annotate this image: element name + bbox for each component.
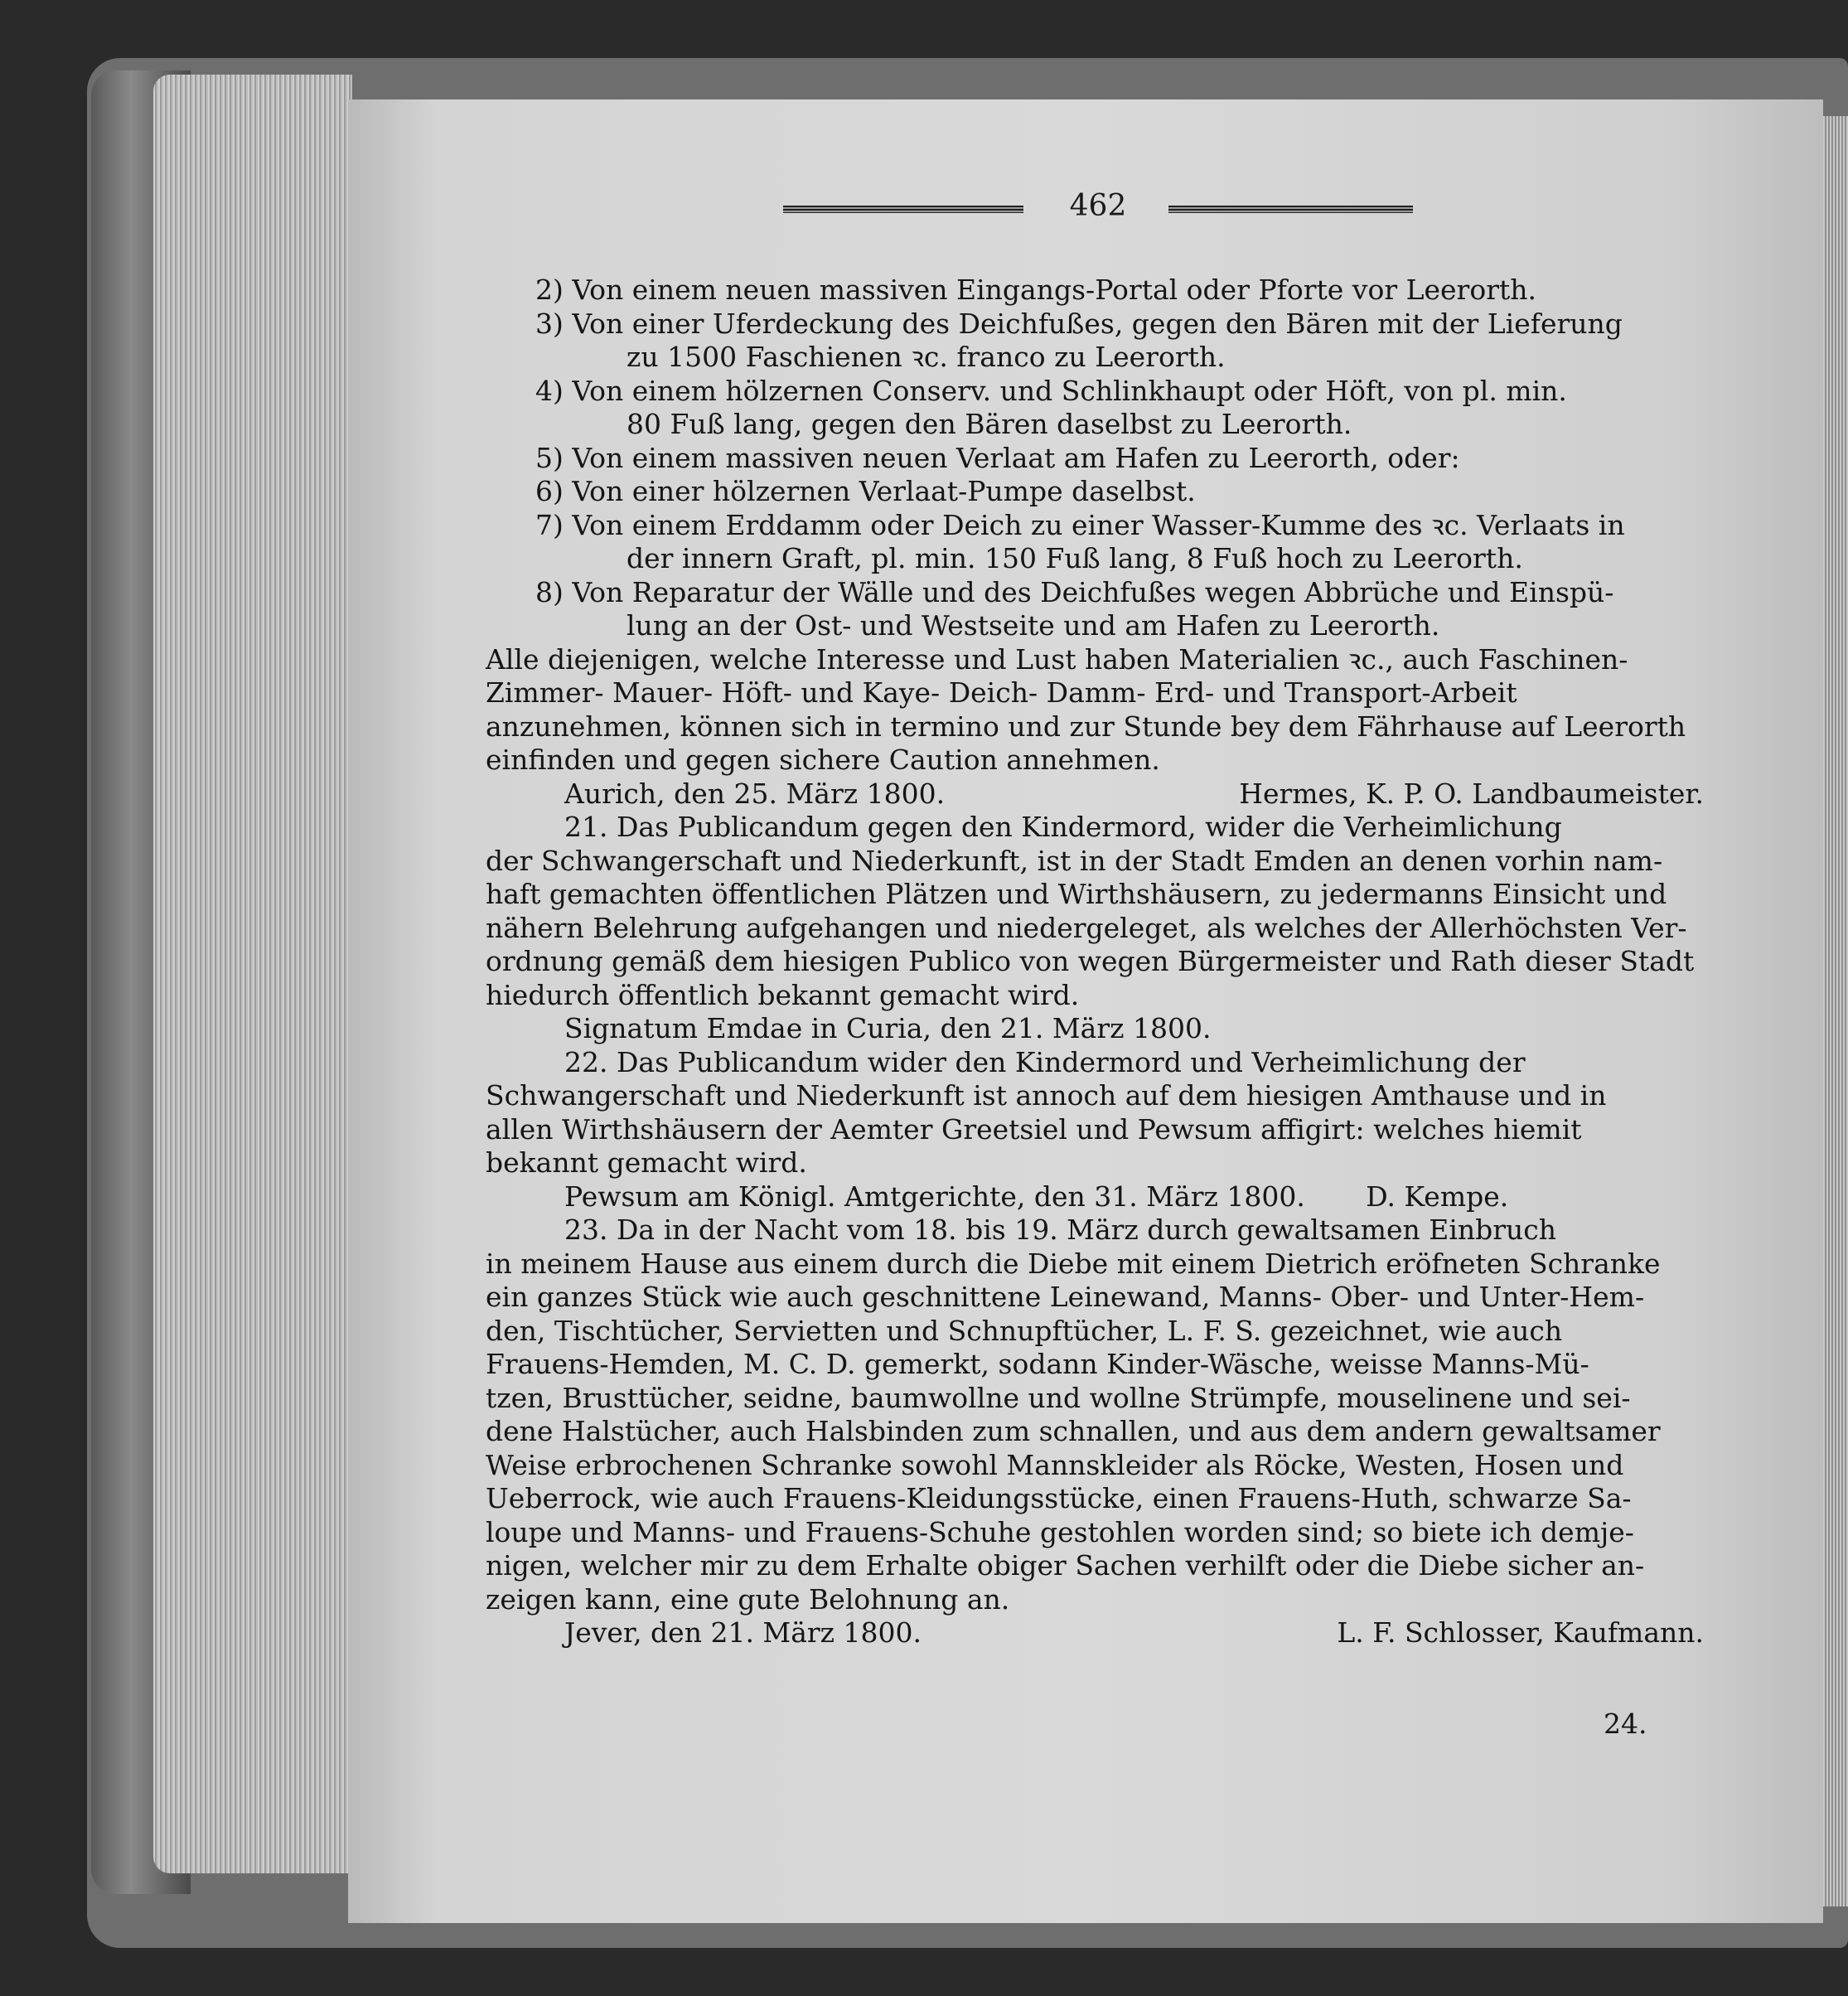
text-line-left: 22. Das Publicandum wider den Kindermord und Verheimlichung der xyxy=(564,1045,1526,1078)
text-line xyxy=(486,375,1704,409)
text-line-left: Signatum Emdae in Curia, den 21. März 1800. xyxy=(564,1012,1212,1044)
text-line-left: der innern Graft, pl. min. 150 Fuß lang, 8 Fuß hoch zu Leerorth. xyxy=(626,542,1523,574)
text-line-left: Frauens-Hemden, M. C. D. gemerkt, sodann Kinder-Wäsche, weisse Manns-Mü- xyxy=(486,1348,1589,1380)
text-line-left: anzunehmen, können sich in termino und zur Stunde bey dem Fährhause auf Leerorth xyxy=(486,710,1686,743)
text-line xyxy=(486,945,1704,979)
text-line xyxy=(486,1214,1704,1248)
text-line xyxy=(486,1516,1704,1550)
text-line-left: Schwangerschaft und Niederkunft ist annoch auf dem hiesigen Amthause und in xyxy=(486,1079,1607,1112)
text-line-left: 80 Fuß lang, gegen den Bären daselbst zu Leerorth. xyxy=(626,408,1352,440)
text-line-left: loupe und Manns- und Frauens-Schuhe gestohlen worden sind; so biete ich demje- xyxy=(486,1515,1634,1548)
text-line xyxy=(486,1180,1704,1214)
text-line xyxy=(486,509,1704,543)
text-line xyxy=(486,475,1704,509)
text-line xyxy=(486,308,1704,342)
text-line xyxy=(486,643,1704,677)
text-line xyxy=(486,979,1704,1013)
text-line-left: 8) Von Reparatur der Wälle und des Deichfußes wegen Abbrüche und Einspü- xyxy=(535,575,1614,608)
text-line-left: in meinem Hause aus einem durch die Diebe mit einem Dietrich eröfneten Schranke xyxy=(486,1247,1661,1280)
text-line-left: lung an der Ost- und Westseite und am Hafen zu Leerorth. xyxy=(626,609,1440,642)
text-line-right: L. F. Schlosser, Kaufmann. xyxy=(1337,1616,1704,1649)
text-line-left: ordnung gemäß dem hiesigen Publico von wegen Bürgermeister und Rath dieser Stadt xyxy=(486,945,1695,977)
text-line xyxy=(486,1348,1704,1382)
text-line xyxy=(486,1079,1704,1113)
text-line-left: Pewsum am Königl. Amtgerichte, den 31. März 1800. D. Kempe. xyxy=(564,1180,1509,1213)
text-line-left: nigen, welcher mir zu dem Erhalte obiger Sachen verhilft oder die Diebe sicher an- xyxy=(486,1549,1645,1582)
text-line xyxy=(486,1046,1704,1080)
text-line-left: allen Wirthshäusern der Aemter Greetsiel und Pewsum affigirt: welches hiemit xyxy=(486,1112,1582,1146)
header-rule-right xyxy=(1168,206,1413,213)
text-line-left: 23. Da in der Nacht vom 18. bis 19. März durch gewaltsamen Einbruch xyxy=(564,1214,1557,1246)
text-line-left: tzen, Brusttücher, seidne, baumwollne und wollne Strümpfe, mouselinene und sei- xyxy=(486,1381,1631,1414)
text-line-left: 4) Von einem hölzernen Conserv. und Schlinkhaupt oder Höft, von pl. min. xyxy=(535,374,1567,407)
page-number: 462 xyxy=(1069,189,1127,223)
text-line-left: 3) Von einer Uferdeckung des Deichfußes, gegen den Bären mit der Lieferung xyxy=(535,307,1623,340)
text-line-left: 2) Von einem neuen massiven Eingangs-Portal oder Pforte vor Leerorth. xyxy=(535,274,1536,306)
text-line xyxy=(486,1482,1704,1516)
text-line xyxy=(486,442,1704,476)
page-header xyxy=(783,189,1413,225)
text-line-left: der Schwangerschaft und Niederkunft, ist in der Stadt Emden an denen vorhin nam- xyxy=(486,844,1663,877)
text-line-left: 6) Von einer hölzernen Verlaat-Pumpe daselbst. xyxy=(535,475,1196,507)
text-line-left: Weise erbrochenen Schranke sowohl Mannskleider als Röcke, Westen, Hosen und xyxy=(486,1448,1624,1481)
text-line-left: bekannt gemacht wird. xyxy=(486,1146,807,1179)
text-line xyxy=(486,1549,1704,1583)
text-line-left: Alle diejenigen, welche Interesse und Lust haben Materialien ꝛc., auch Faschinen- xyxy=(486,642,1628,676)
text-line-left: Ueberrock, wie auch Frauens-Kleidungsstücke, einen Frauens-Huth, schwarze Sa- xyxy=(486,1482,1632,1514)
text-line xyxy=(486,676,1704,710)
text-line xyxy=(486,845,1704,879)
text-line xyxy=(486,1146,1704,1180)
text-line xyxy=(486,274,1704,308)
page-edges-left xyxy=(153,75,352,1873)
text-line xyxy=(486,811,1704,845)
page-text xyxy=(486,274,1704,1650)
text-line xyxy=(486,1415,1704,1449)
text-line-left: Zimmer- Mauer- Höft- und Kaye- Deich- Damm- Erd- und Transport-Arbeit xyxy=(486,676,1517,709)
text-line xyxy=(486,1449,1704,1483)
text-line-left: zeigen kann, eine gute Belohnung an. xyxy=(486,1582,1010,1616)
text-line xyxy=(486,1315,1704,1349)
text-line xyxy=(486,609,1704,643)
text-line xyxy=(486,710,1704,744)
text-line xyxy=(486,341,1704,375)
text-line-left: nähern Belehrung aufgehangen und niedergeleget, als welches der Allerhöchsten Ver- xyxy=(486,911,1687,944)
text-line xyxy=(486,542,1704,576)
catchword: 24. xyxy=(1604,1708,1647,1740)
text-line xyxy=(486,576,1704,610)
text-line xyxy=(486,744,1704,778)
text-line-left: ein ganzes Stück wie auch geschnittene Leinewand, Manns- Ober- und Unter-Hem- xyxy=(486,1281,1645,1313)
text-line-left: 7) Von einem Erddamm oder Deich zu einer Wasser-Kumme des ꝛc. Verlaats in xyxy=(535,508,1625,541)
header-rule-left xyxy=(783,206,1023,213)
text-line xyxy=(486,1012,1704,1046)
text-line xyxy=(486,878,1704,912)
text-line xyxy=(486,1583,1704,1617)
text-line-left: den, Tischtücher, Servietten und Schnupftücher, L. F. S. gezeichnet, wie auch xyxy=(486,1314,1563,1347)
text-line xyxy=(486,1382,1704,1416)
text-line-left: dene Halstücher, auch Halsbinden zum schnallen, und aus dem andern gewaltsamer xyxy=(486,1415,1661,1447)
text-line xyxy=(486,1248,1704,1281)
text-line xyxy=(486,1616,1704,1650)
text-line-left: 21. Das Publicandum gegen den Kindermord, wider die Verheimlichung xyxy=(564,811,1562,843)
text-line-left: haft gemachten öffentlichen Plätzen und Wirthshäusern, zu jedermanns Einsicht und xyxy=(486,878,1667,910)
text-line xyxy=(486,778,1704,811)
text-line-right: Hermes, K. P. O. Landbaumeister. xyxy=(1239,777,1704,810)
text-line xyxy=(486,912,1704,946)
text-line xyxy=(486,1113,1704,1147)
text-line-left: hiedurch öffentlich bekannt gemacht wird. xyxy=(486,978,1080,1011)
text-line xyxy=(486,408,1704,442)
text-line-left: Jever, den 21. März 1800. xyxy=(564,1616,922,1649)
text-line-left: 5) Von einem massiven neuen Verlaat am Hafen zu Leerorth, oder: xyxy=(535,441,1460,474)
text-line-left: Aurich, den 25. März 1800. xyxy=(564,777,946,810)
text-line-left: einfinden und gegen sichere Caution annehmen. xyxy=(486,744,1160,776)
text-line xyxy=(486,1281,1704,1315)
text-line-left: zu 1500 Faschienen ꝛc. franco zu Leerorth. xyxy=(626,341,1226,373)
